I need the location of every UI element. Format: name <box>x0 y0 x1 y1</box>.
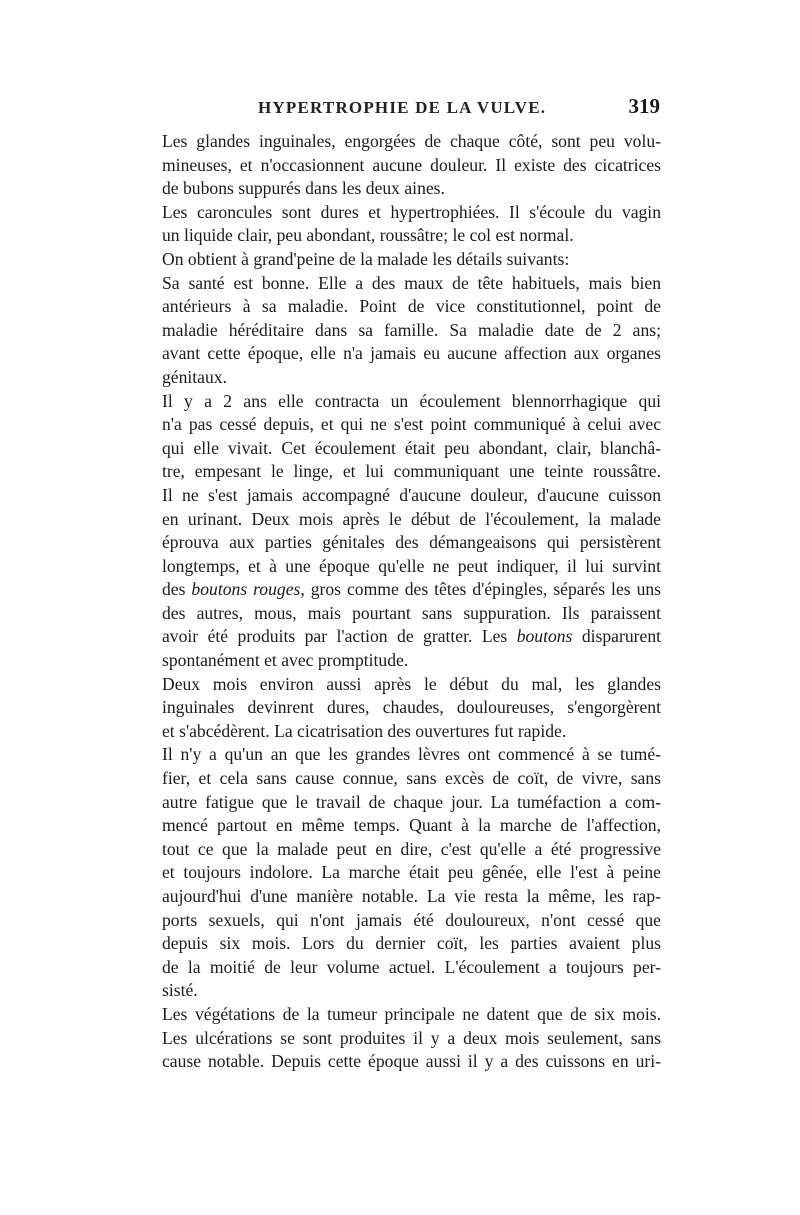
text-line: avant cette époque, elle n'a jamais eu aucune affection aux organes <box>162 343 661 364</box>
page-header <box>140 94 660 124</box>
paragraph <box>140 743 661 1003</box>
text-line: éprouva aux parties génitales des démangeaisons qui persistèrent <box>162 532 661 553</box>
text-line: tout ce que la malade peut en dire, c'est qu'elle a été progressive <box>162 838 661 859</box>
text-line: longtemps, et à une époque qu'elle ne peut indiquer, il lui survint <box>162 555 661 576</box>
text-line: spontanément et avec promptitude. <box>162 650 409 671</box>
paragraph <box>140 673 661 744</box>
text-line: qui elle vivait. Cet écoulement était peu abondant, clair, blanchâ- <box>162 437 661 458</box>
text-line: de la moitié de leur volume actuel. L'écoulement a toujours per- <box>162 956 661 977</box>
text-line: autre fatigue que le travail de chaque jour. La tuméfaction a com- <box>162 791 661 812</box>
text-line: aujourd'hui d'une manière notable. La vie resta la même, les rap- <box>162 886 661 906</box>
text-line: Il n'y a qu'un an que les grandes lèvres ont commencé à se tumé- <box>162 744 661 765</box>
text-line: Les caroncules sont dures et hypertrophiées. Il s'écoule du vagin <box>162 201 661 222</box>
text-line: On obtient à grand'peine de la malade les détails suivants: <box>162 248 570 269</box>
paragraph <box>140 201 661 248</box>
paragraph <box>140 130 661 201</box>
text-line: des boutons rouges, gros comme des têtes d'épingles, séparés les uns <box>162 579 661 600</box>
text-line: mineuses, et n'occasionnent aucune douleur. Il existe des cicatrices <box>162 154 661 175</box>
text-line: depuis six mois. Lors du dernier coït, les parties avaient plus <box>162 933 661 954</box>
text-line: en urinant. Deux mois après le début de l'écoulement, la malade <box>162 508 661 529</box>
text-line: fier, et cela sans cause connue, sans excès de coït, de vivre, sans <box>162 768 661 789</box>
text-line: et toujours indolore. La marche était peu gênée, elle l'est à peine <box>162 862 661 883</box>
text-line: avoir été produits par l'action de gratter. Les boutons disparurent <box>162 626 661 647</box>
text-line: un liquide clair, peu abondant, roussâtre; le col est normal. <box>162 225 574 246</box>
paragraph <box>140 1003 661 1074</box>
text-line: mencé partout en même temps. Quant à la marche de l'affection, <box>162 815 661 836</box>
text-line: Sa santé est bonne. Elle a des maux de tête habituels, mais bien <box>162 272 661 293</box>
paragraph <box>140 272 661 390</box>
body-text <box>140 130 661 1074</box>
text-line: n'a pas cessé depuis, et qui ne s'est point communiqué à celui avec <box>162 414 661 435</box>
text-line: de bubons suppurés dans les deux aines. <box>162 178 445 199</box>
text-line: tre, empesant le linge, et lui communiquant une teinte roussâtre. <box>162 461 661 482</box>
text-line: Il y a 2 ans elle contracta un écoulement blennorrhagique qui <box>162 390 661 411</box>
running-title: HYPERTROPHIE DE LA VULVE. <box>258 98 547 117</box>
paragraph <box>140 248 661 272</box>
text-line: Deux mois environ aussi après le début du mal, les glandes <box>162 673 661 694</box>
text-line: et s'abcédèrent. La cicatrisation des ouvertures fut rapide. <box>162 720 567 741</box>
text-line: des autres, mous, mais pourtant sans suppuration. Ils paraissent <box>162 602 661 623</box>
text-line: maladie héréditaire dans sa famille. Sa maladie date de 2 ans; <box>162 319 661 340</box>
page-number: 319 <box>628 94 660 118</box>
text-line: Les ulcérations se sont produites il y a deux mois seulement, sans <box>162 1027 661 1048</box>
text-line: sisté. <box>162 980 198 1001</box>
text-line: génitaux. <box>162 366 227 387</box>
text-line: Il ne s'est jamais accompagné d'aucune douleur, d'aucune cuisson <box>162 484 661 505</box>
text-line: ports sexuels, qui n'ont jamais été douloureux, n'ont cessé que <box>162 909 661 930</box>
text-line: antérieurs à sa maladie. Point de vice constitutionnel, point de <box>162 296 661 317</box>
text-line: Les glandes inguinales, engorgées de chaque côté, sont peu volu- <box>162 131 661 151</box>
text-line: Les végétations de la tumeur principale ne datent que de six mois. <box>162 1003 661 1024</box>
paragraph <box>140 390 661 673</box>
text-line: cause notable. Depuis cette époque aussi il y a des cuissons en uri- <box>162 1051 661 1072</box>
text-line: inguinales devinrent dures, chaudes, douloureuses, s'engorgèrent <box>162 697 661 718</box>
